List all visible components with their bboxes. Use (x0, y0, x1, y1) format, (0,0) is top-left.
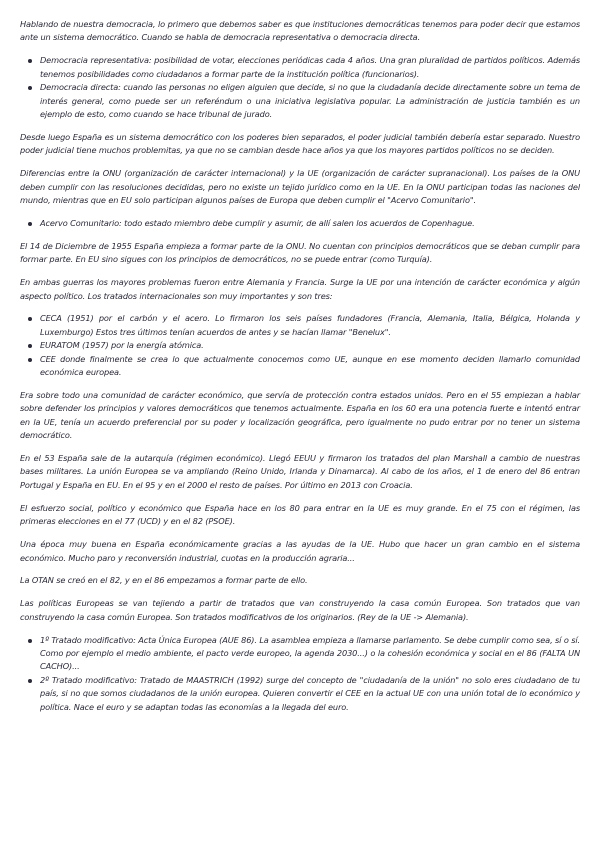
list-item-text: Democracia directa: cuando las personas no eligen alguien que decide, si no que la ciudadanía decide directamente sobre un tema de interés general, como puede ser un referéndum o una iniciativa legislativa popular. La administración de justicia también es un ejemplo de esto, como cuando se hace tribunal de jurado. (40, 82, 580, 119)
paragraph-onu-1955: El 14 de Diciembre de 1955 España empieza a formar parte de la ONU. No cuentan con principios democráticos que se deban cumplir para formar parte. En EU sino sigues con los principios de democráticos, no se puede entrar (como Turquía). (20, 240, 580, 265)
list-item-text: 1º Tratado modificativo: Acta Única Europea (AUE 86). La asamblea empieza a llamarse parlamento. Se debe cumplir como sea, sí o sí. Como por ejemplo el medio ambiente, el pacto verde europeo, la agenda 2030...) o la cohesión económica y social en el 86 (FALTA UN CACHO)... (40, 634, 580, 672)
list-item (40, 54, 580, 81)
bullet-icon (28, 639, 32, 643)
bullet-icon (28, 679, 32, 683)
paragraph-intro: Hablando de nuestra democracia, lo primero que debemos saber es que instituciones democráticas tenemos para poder decir que estamos ante un sistema democrático. Cuando se habla de democracia representativa o democracia directa. (20, 19, 580, 43)
paragraph-onu-ue: Diferencias entre la ONU (organización de carácter internacional) y la UE (organización de carácter supranacional). Los países de la ONU deben cumplir con las resoluciones decididas, pero no existe un tejido jurídico como en la UE. En la ONU participan todas las naciones del mundo, mientras que en EU solo participan algunos países de Europa que deben cumplir el "Acervo Comunitario". (20, 168, 580, 205)
bullet-icon (28, 59, 32, 63)
list-item (40, 217, 580, 230)
bullet-icon (28, 344, 32, 348)
paragraph-good-era: Una época muy buena en España económicamente gracias a las ayudas de la UE. Hubo que hacer un gran cambio en el sistema económico. Mucho paro y reconversión industrial, cuotas en la producción agraria... (20, 539, 580, 563)
list-item (40, 634, 580, 674)
paragraph-wars: En ambas guerras los mayores problemas fueron entre Alemania y Francia. Surge la UE por una intención de carácter económica y algún aspecto político. Los tratados internacionales son muy importantes y son tres: (20, 277, 580, 301)
bullet-icon (28, 222, 32, 226)
bullet-icon (28, 317, 32, 321)
bullet-icon (28, 86, 32, 90)
bullet-icon (28, 358, 32, 362)
paragraph-economic-community: Era sobre todo una comunidad de carácter económico, que servía de protección contra estados unidos. Pero en el 55 empiezan a hablar sobre defender los principios y valores democráticos que tenemos actualmente. España en los 60 era una potencia fuerte e intentó entrar en la UE, tenía un acuerdo preferencial por su poder y localización geográfica, pero igualmente no pudo entrar por no tener un sistema democrático. (20, 389, 580, 441)
treaties-list (20, 312, 580, 379)
acervo-list (20, 217, 580, 230)
paragraph-separation-powers: Desde luego España es un sistema democrático con los poderes bien separados, el poder judicial también debería estar separado. Nuestro poder judicial tiene muchos problemitas, ya que no se cambian desde hace años ya que los mayores partidos políticos no se deciden. (20, 131, 580, 156)
list-item-text: Acervo Comunitario: todo estado miembro debe cumplir y asumir, de allí salen los acuerdos de Copenhague. (40, 217, 475, 228)
paragraph-otan: La OTAN se creó en el 82, y en el 86 empezamos a formar parte de ello. (20, 575, 308, 586)
list-item (40, 674, 580, 714)
modifying-treaties-list (20, 634, 580, 714)
list-item-text: Democracia representativa: posibilidad de votar, elecciones periódicas cada 4 años. Una gran pluralidad de partidos políticos. Además tenemos posibilidades como ciudadanos a formar parte de la institución política (funcionarios). (40, 55, 580, 79)
list-item (40, 312, 580, 339)
democracy-types-list (20, 54, 580, 121)
paragraph-autarquia: En el 53 España sale de la autarquía (régimen económico). Llegó EEUU y firmaron los tratados del plan Marshall a cambio de nuestras bases militares. La unión Europea se va ampliando (Reino Unido, Irlanda y Dinamarca). Al cabo de los años, el 1 de enero del 86 entran Portugal y España en EU. En el 95 y en el 2000 el resto de países. Por último en 2013 con Croacia. (20, 453, 580, 490)
paragraph-effort-80s: El esfuerzo social, político y económico que España hace en los 80 para entrar en la UE es muy grande. En el 75 con el régimen, las primeras elecciones en el 77 (UCD) y en el 82 (PSOE). (20, 502, 580, 527)
list-item (40, 353, 580, 380)
list-item-text: CEE donde finalmente se crea lo que actualmente conocemos como UE, aunque en ese momento deciden llamarlo comunidad económica europea. (40, 353, 580, 378)
list-item (40, 81, 580, 121)
list-item-text: EURATOM (1957) por la energía atómica. (40, 340, 204, 351)
list-item-text: CECA (1951) por el carbón y el acero. Lo firmaron los seis países fundadores (Francia, Alemania, Italia, Bélgica, Holanda y Luxemburgo) Estos tres últimos tenían acuerdos de antes y se hacían llamar "Benelux". (40, 313, 580, 337)
list-item-text: 2º Tratado modificativo: Tratado de MAASTRICH (1992) surge del concepto de "ciudadanía de la unión" no solo eres ciudadano de tu país, si no que somos ciudadanos de la unión europea. Quieren convertir el CEE en la actual UE con una unión total de lo económico y política. Nace el euro y se adaptan todas las economías a la llegada del euro. (40, 674, 580, 712)
paragraph-european-policies: Las políticas Europeas se van tejiendo a partir de tratados que van construyendo la casa común Europea. Son tratados que van construyendo la casa común Europea. Son tratados modificativos de los originarios. (Rey de la UE -> Alemania). (20, 598, 580, 622)
list-item (40, 339, 580, 352)
